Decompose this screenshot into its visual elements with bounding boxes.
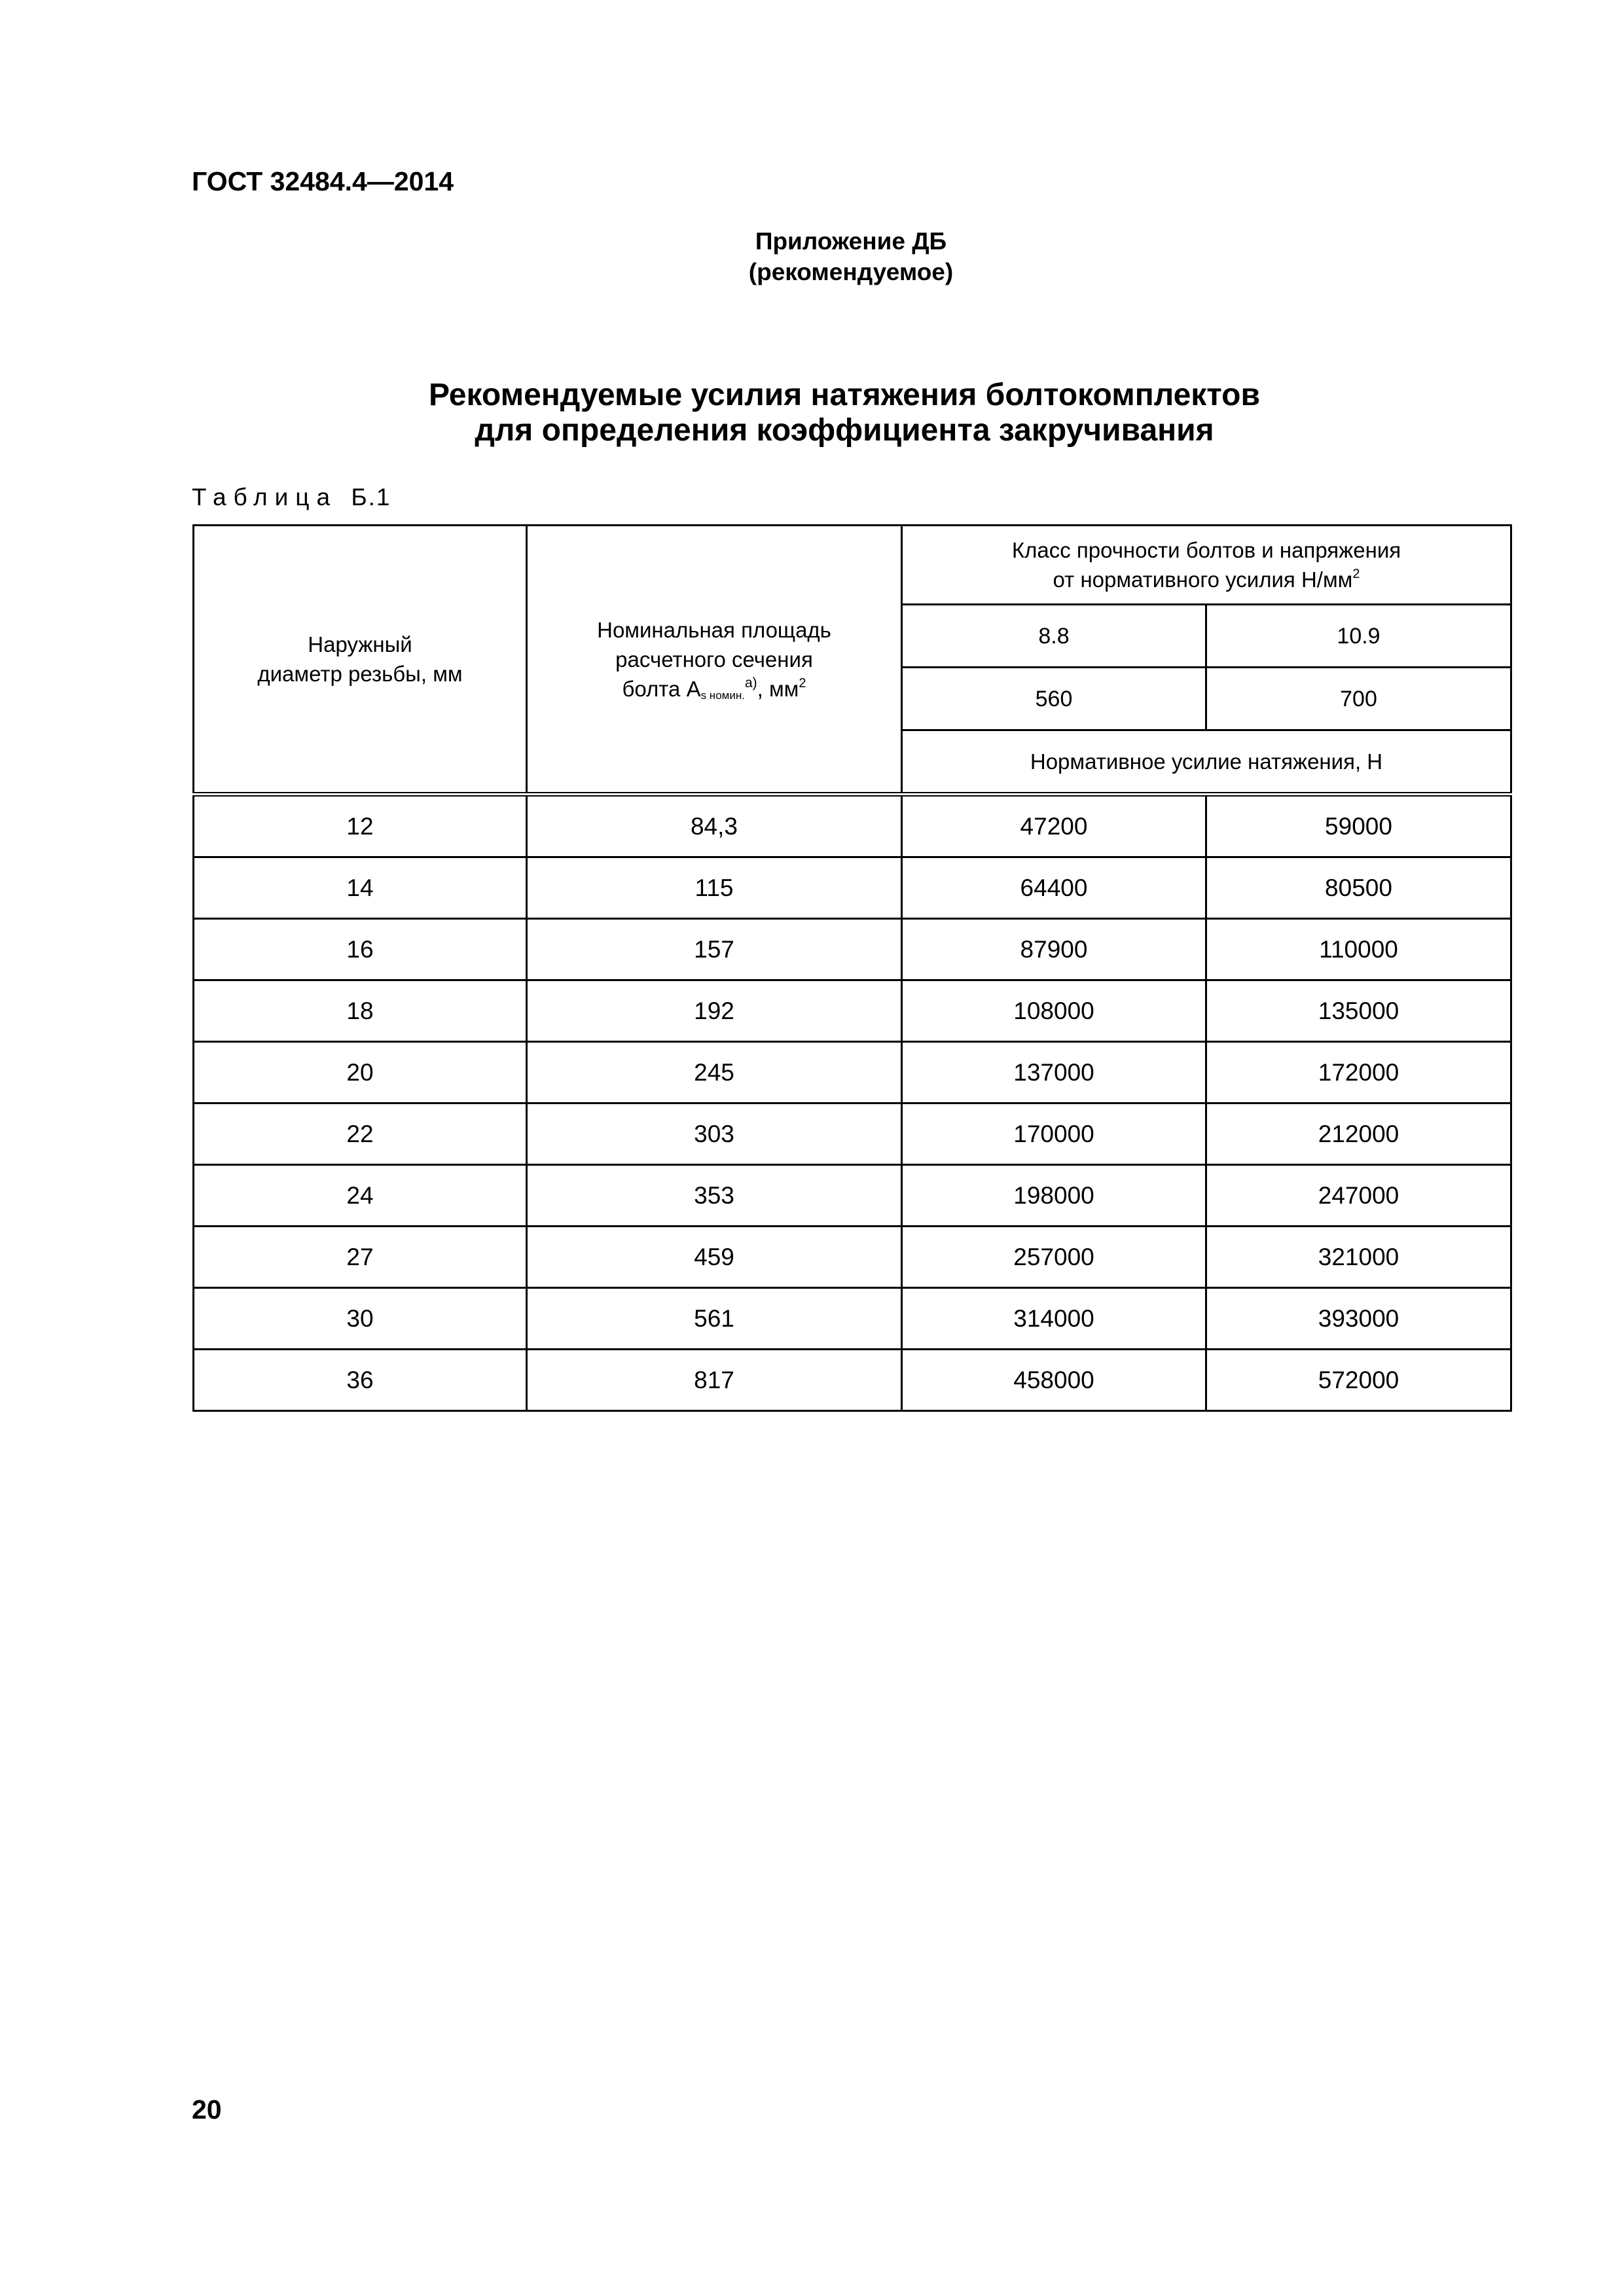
cell-area: 353 [527,1165,902,1227]
table-caption [192,483,391,512]
cell-force-8-8: 314000 [902,1288,1206,1350]
header-area-subscript: s номин. [700,689,745,702]
cell-force-10-9: 321000 [1206,1227,1511,1288]
table-row [194,1227,1511,1288]
cell-force-10-9: 393000 [1206,1288,1511,1350]
title-line-2: для определения коэффициента закручивания [475,413,1214,448]
cell-force-10-9: 247000 [1206,1165,1511,1227]
cell-area: 561 [527,1288,902,1350]
table-row [194,1350,1511,1411]
cell-diameter: 30 [194,1288,527,1350]
page-number: 20 [192,2094,222,2125]
header-class-text: от нормативного усилия Н/мм [1053,567,1353,592]
header-area-line1: Номинальная площадь [597,617,831,642]
cell-force-10-9: 59000 [1206,795,1511,857]
bolt-tension-table [192,524,1512,1412]
document-title [262,378,1427,448]
cell-force-10-9: 80500 [1206,857,1511,919]
header-diameter-line1: Наружный [308,632,412,656]
header-area-line2: расчетного сечения [615,647,813,672]
header-stress-560: 560 [902,668,1206,730]
header-diameter-line2: диаметр резьбы, мм [257,662,463,686]
header-area-footnote: a) [744,675,757,691]
cell-diameter: 12 [194,795,527,857]
cell-force-10-9: 172000 [1206,1042,1511,1103]
header-class-10-9: 10.9 [1206,605,1511,668]
cell-diameter: 18 [194,980,527,1042]
cell-force-8-8: 47200 [902,795,1206,857]
header-stress-700: 700 [1206,668,1511,730]
table-row [194,857,1511,919]
table-row [194,1165,1511,1227]
cell-diameter: 14 [194,857,527,919]
table-row [194,1042,1511,1103]
cell-diameter: 24 [194,1165,527,1227]
table-row [194,1288,1511,1350]
cell-force-8-8: 257000 [902,1227,1206,1288]
header-class-line1: Класс прочности болтов и напряжения [1011,538,1401,562]
cell-diameter: 22 [194,1103,527,1165]
table-caption-number: Б.1 [351,484,391,511]
header-row [194,526,1511,605]
header-class-8-8: 8.8 [902,605,1206,668]
table-row [194,980,1511,1042]
cell-area: 157 [527,919,902,980]
appendix-heading [589,226,1113,287]
cell-area: 817 [527,1350,902,1411]
cell-diameter: 20 [194,1042,527,1103]
cell-area: 84,3 [527,795,902,857]
cell-force-10-9: 572000 [1206,1350,1511,1411]
standard-code: ГОСТ 32484.4—2014 [192,166,454,196]
cell-force-8-8: 108000 [902,980,1206,1042]
cell-area: 303 [527,1103,902,1165]
cell-force-10-9: 110000 [1206,919,1511,980]
cell-force-8-8: 458000 [902,1350,1206,1411]
cell-area: 192 [527,980,902,1042]
cell-area: 459 [527,1227,902,1288]
cell-force-8-8: 198000 [902,1165,1206,1227]
appendix-label: Приложение ДБ [755,228,947,255]
header-area-line3 [534,674,894,704]
header-area [527,526,902,795]
table-row [194,795,1511,857]
table-row [194,1103,1511,1165]
table-caption-label: Таблица [192,484,338,511]
cell-area: 245 [527,1042,902,1103]
cell-force-8-8: 170000 [902,1103,1206,1165]
cell-area: 115 [527,857,902,919]
header-class-unit-power: 2 [1352,567,1360,581]
header-force-label: Нормативное усилие натяжения, Н [902,730,1511,795]
cell-force-8-8: 137000 [902,1042,1206,1103]
cell-force-10-9: 212000 [1206,1103,1511,1165]
header-strength-class [902,526,1511,605]
header-area-unit-power: 2 [799,675,806,691]
cell-force-10-9: 135000 [1206,980,1511,1042]
header-area-unit: , мм [757,676,799,701]
title-line-1: Рекомендуемые усилия натяжения болтокомплектов [428,378,1260,412]
header-class-line2 [909,565,1504,594]
appendix-status: (рекомендуемое) [748,259,954,285]
cell-force-8-8: 64400 [902,857,1206,919]
cell-force-8-8: 87900 [902,919,1206,980]
cell-diameter: 16 [194,919,527,980]
cell-diameter: 36 [194,1350,527,1411]
header-diameter [194,526,527,795]
cell-diameter: 27 [194,1227,527,1288]
header-area-prefix: болта A [622,676,701,701]
table-row [194,919,1511,980]
